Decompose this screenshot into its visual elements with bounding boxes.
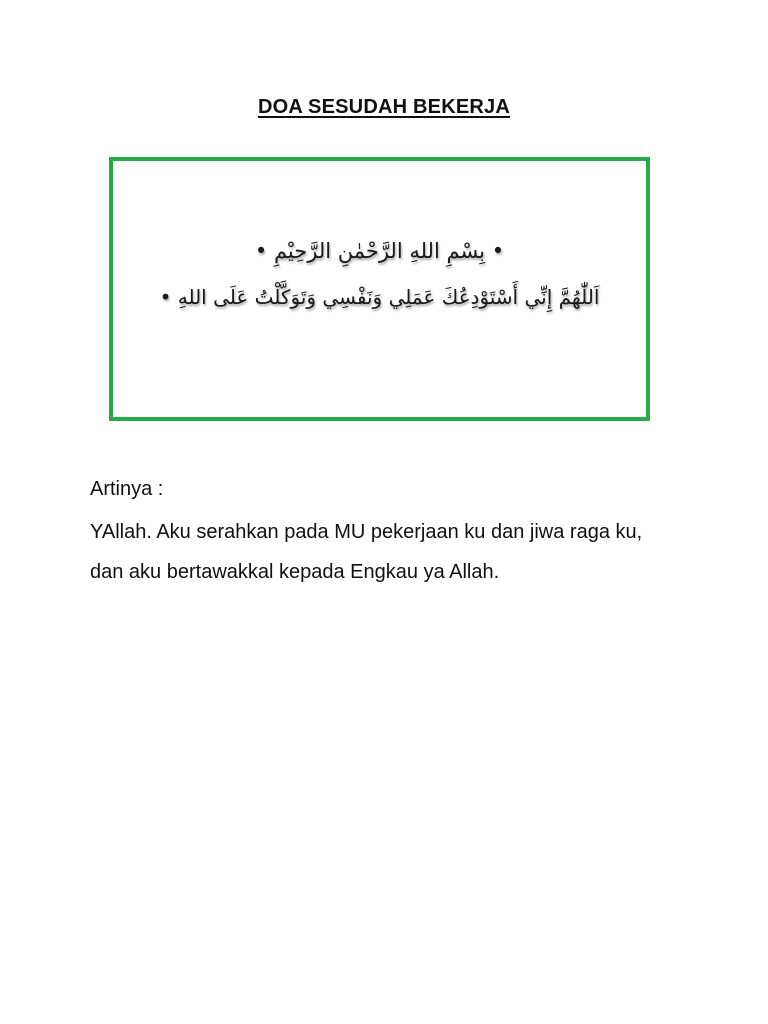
page-title: DOA SESUDAH BEKERJA <box>258 96 510 118</box>
meaning-line: dan aku bertawakkal kepada Engkau ya Allah. <box>90 561 500 583</box>
prayer-basmalah: • بِسْمِ اللهِ الرَّحْمٰنِ الرَّحِيْمِ • <box>254 239 505 263</box>
prayer-box <box>109 157 650 421</box>
meaning-label: Artinya : <box>90 478 164 500</box>
prayer-text: اَللّٰهُمَّ إِنِّي أَسْتَوْدِعُكَ عَمَلِي وَنَفْسِي وَتَوَكَّلْتُ عَلَى اللهِ • <box>159 285 600 309</box>
meaning-line: YAllah. Aku serahkan pada MU pekerjaan ku dan jiwa raga ku, <box>90 521 643 543</box>
